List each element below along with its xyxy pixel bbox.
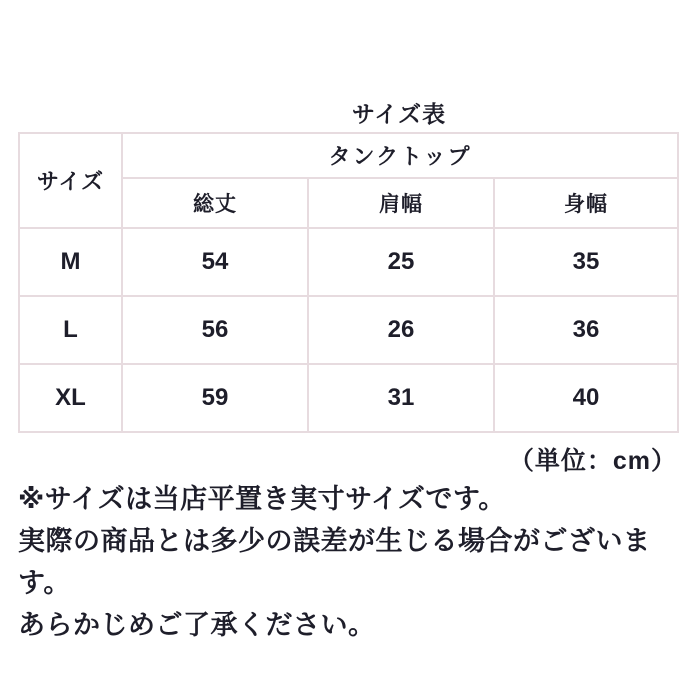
value-cell: 35 — [494, 228, 678, 296]
table-row-m — [19, 228, 678, 296]
size-cell: XL — [19, 364, 122, 432]
disclaimer-line: ※サイズは当店平置き実寸サイズです。 — [18, 484, 506, 514]
size-cell: M — [19, 228, 122, 296]
value-cell: 31 — [308, 364, 494, 432]
size-column-header: サイズ — [19, 133, 122, 228]
value-cell: 56 — [122, 296, 308, 364]
table-row-l — [19, 296, 678, 364]
size-table — [18, 132, 679, 433]
value-cell: 40 — [494, 364, 678, 432]
disclaimer-notes — [18, 478, 690, 646]
value-cell: 36 — [494, 296, 678, 364]
disclaimer-line: 実際の商品とは多少の誤差が生じる場合がございます。 — [18, 526, 651, 598]
value-cell: 54 — [122, 228, 308, 296]
product-group-header: タンクトップ — [122, 133, 678, 178]
value-cell: 59 — [122, 364, 308, 432]
unit-note: （単位：cm） — [508, 447, 677, 475]
table-header-row-group — [19, 133, 678, 178]
value-cell: 26 — [308, 296, 494, 364]
column-header-total-length: 総丈 — [122, 178, 308, 228]
table-row-xl — [19, 364, 678, 432]
page-title: サイズ表 — [351, 101, 447, 127]
column-header-body-width: 身幅 — [494, 178, 678, 228]
disclaimer-line: あらかじめご了承ください。 — [18, 610, 376, 640]
column-header-shoulder-width: 肩幅 — [308, 178, 494, 228]
value-cell: 25 — [308, 228, 494, 296]
size-cell: L — [19, 296, 122, 364]
